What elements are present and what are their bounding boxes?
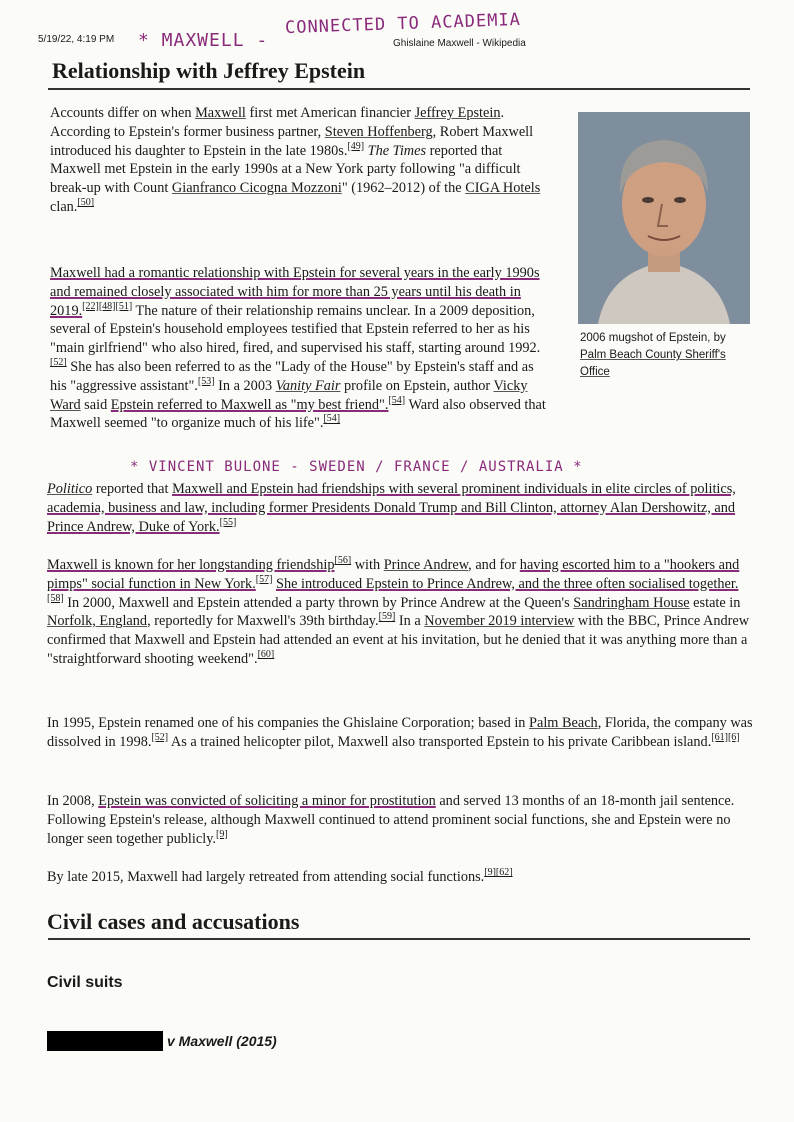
citation[interactable]: [52]	[151, 732, 169, 744]
subheading-civil-suits: Civil suits	[47, 974, 123, 991]
link-norfolk-england[interactable]: Norfolk, England	[47, 613, 148, 630]
handwritten-note-bulone: * VINCENT BULONE - SWEDEN / FRANCE / AUSTRALIA *	[130, 459, 583, 475]
citation[interactable]: [59]	[378, 611, 396, 623]
link-prince-andrew[interactable]: Prince Andrew	[383, 557, 469, 573]
link-ciga-hotels[interactable]: CIGA Hotels	[465, 180, 541, 197]
citation[interactable]: [58]	[47, 592, 64, 604]
link-maxwell[interactable]: Maxwell	[195, 105, 246, 121]
paragraph-prince-andrew: Maxwell is known for her longstanding friendship[56] with Prince Andrew, and for having escorted him to a "hookers and pimps" social function in New York.[57] She introduced Epstein to Prince Andrew, and the three often socialised together.[58] In 2000, Maxwell and Epstein attended a party thrown by Prince Andrew at the Queen's Sandringham House estate in Norfolk, England, reportedly for Maxwell's 39th birthday.[59] In a November 2019 interview with the BBC, Prince Andrew confirmed that Maxwell and Epstein had attended an event at his invitation, but he denied that it was anything more than a "straightforward shooting weekend".[60]	[47, 555, 750, 667]
citation[interactable]: [53]	[197, 376, 215, 388]
link-sandringham-house[interactable]: Sandringham House	[573, 594, 690, 611]
link-vanity-fair[interactable]: Vanity Fair	[275, 377, 341, 394]
link-november-2019-interview[interactable]: November 2019 interview	[424, 613, 575, 630]
citation[interactable]: [22][48][51]	[82, 300, 133, 312]
citation[interactable]: [9][62]	[484, 867, 513, 879]
link-steven-hoffenberg[interactable]: Steven Hoffenberg	[324, 123, 433, 140]
citation[interactable]: [9]	[216, 828, 228, 840]
heading-rule	[48, 938, 750, 940]
paragraph-politico: Politico reported that Maxwell and Epstein had friendships with several prominent individuals in elite circles of politics, academia, business and law, including former Presidents Donald Trump and Bill Clinton, attorney Alan Dershowitz, and Prince Andrew, Duke of York.[55]	[47, 481, 736, 535]
section-heading-relationship: Relationship with Jeffrey Epstein	[52, 58, 366, 83]
paragraph-ghislaine-corporation: In 1995, Epstein renamed one of his companies the Ghislaine Corporation; based in Palm Beach, Florida, the company was dissolved in 1998.[52] As a trained helicopter pilot, Maxwell also transported Epstein to his private Caribbean island.[61][6]	[47, 715, 753, 750]
citation[interactable]: [60]	[257, 649, 275, 661]
paragraph-relationship: Maxwell had a romantic relationship with Epstein for several years in the early 1990s and remained closely associated with him for more than 25 years until his death in 2019.[22][48][51] The nature of their relationship remains unclear. In a 2009 deposition, several of Epstein's household employees testified that Epstein referred to her as his "main girlfriend" who also hired, fired, and supervised his staff, starting around 1992.[52] She has also been referred to as the "Lady of the House" by Epstein's staff and as his "aggressive assistant".[53] In a 2003 Vanity Fair profile on Epstein, author Vicky Ward said Epstein referred to Maxwell as "my best friend".[54] Ward also observed that Maxwell seemed "to organize much of his life".[54]	[50, 265, 546, 432]
handwritten-note-maxwell: * MAXWELL -	[138, 30, 269, 51]
citation[interactable]: [61][6]	[711, 732, 740, 744]
print-page-title: Ghislaine Maxwell - Wikipedia	[393, 38, 526, 49]
citation[interactable]: [56]	[334, 555, 352, 567]
link-palm-beach-sheriff[interactable]: Palm Beach County Sheriff's Office	[580, 349, 726, 378]
paragraph-conviction: In 2008, Epstein was convicted of soliciting a minor for prostitution and served 13 months of an 18-month jail sentence. Following Epstein's release, although Maxwell continued to attend prominent social functions, she and Epstein were no longer seen together publicly.[9]	[47, 793, 735, 847]
citation[interactable]: [52]	[50, 357, 67, 369]
paragraph-first-meeting: Accounts differ on when Maxwell first met American financier Jeffrey Epstein. According to Epstein's former business partner, Steven Hoffenberg, Robert Maxwell introduced his daughter to Epstein in the late 1980s.[49] The Times reported that Maxwell met Epstein in the early 1990s at a New York party following "a difficult break-up with Count Gianfranco Cicogna Mozzoni" (1962–2012) of the CIGA Hotels clan.[50]	[50, 105, 541, 215]
link-gianfranco-cicogna-mozzoni[interactable]: Gianfranco Cicogna Mozzoni	[171, 180, 342, 197]
epstein-mugshot-image[interactable]	[578, 112, 750, 324]
citation[interactable]: [54]	[323, 413, 341, 425]
paragraph-retreat: By late 2015, Maxwell had largely retreated from attending social functions.[9][62]	[47, 867, 513, 885]
handwritten-note-academia: CONNECTED TO ACADEMIA	[284, 9, 522, 39]
citation[interactable]: [50]	[77, 197, 95, 209]
link-palm-beach[interactable]: Palm Beach	[529, 715, 598, 731]
citation[interactable]: [49]	[347, 140, 365, 152]
redaction-block	[47, 1031, 163, 1051]
citation[interactable]: [55]	[219, 516, 237, 528]
case-title: v Maxwell (2015)	[47, 1031, 277, 1051]
link-jeffrey-epstein[interactable]: Jeffrey Epstein	[414, 105, 501, 121]
image-caption: 2006 mugshot of Epstein, by Palm Beach County Sheriff's Office	[580, 332, 726, 378]
heading-rule	[48, 88, 750, 90]
link-vicky-ward[interactable]: Vicky Ward	[50, 377, 528, 413]
section-heading-civil-cases: Civil cases and accusations	[47, 909, 300, 934]
citation[interactable]: [57]	[255, 574, 273, 586]
link-politico[interactable]: Politico	[47, 481, 93, 497]
citation[interactable]: [54]	[388, 394, 406, 406]
print-timestamp: 5/19/22, 4:19 PM	[38, 34, 115, 45]
